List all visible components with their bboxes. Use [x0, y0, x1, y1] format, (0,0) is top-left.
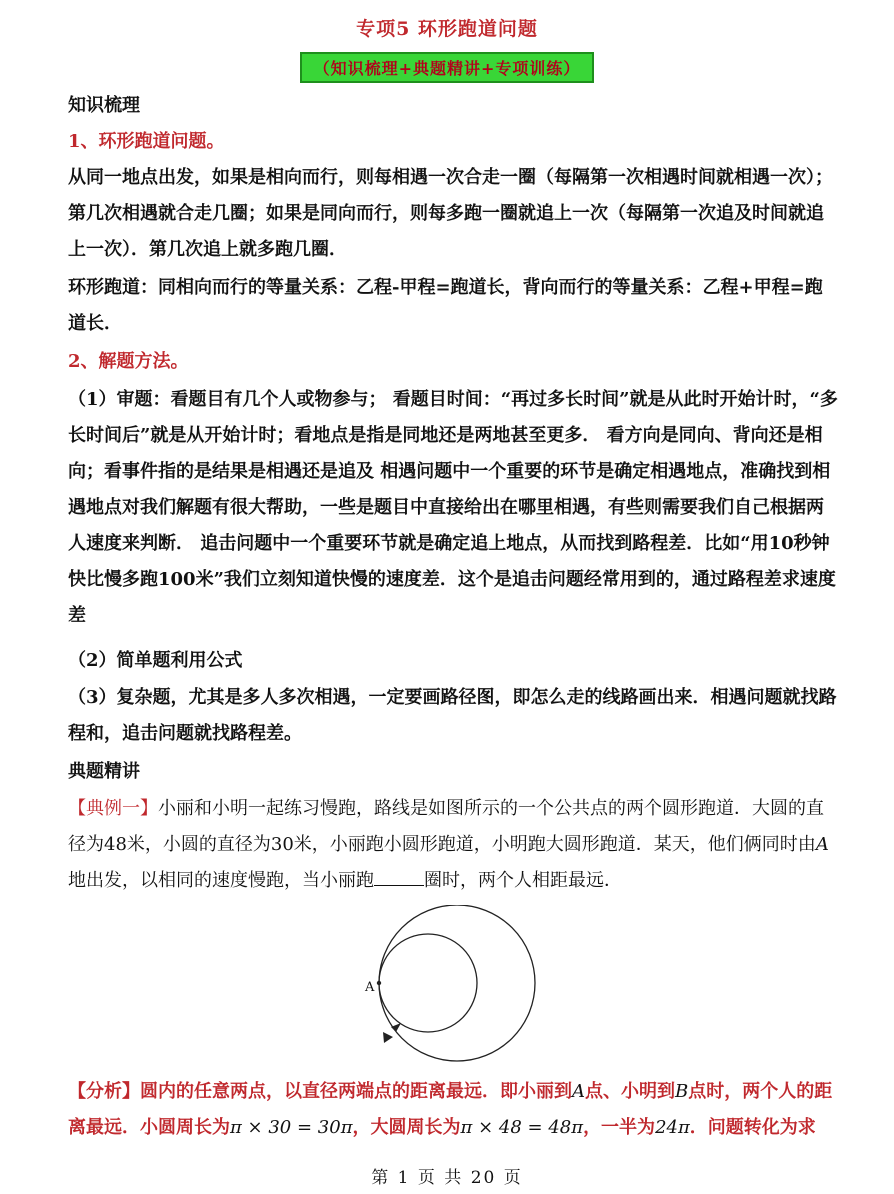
- document-title: 专项5 环形跑道问题: [356, 18, 538, 40]
- circular-tracks-figure: [360, 905, 540, 1065]
- analysis-point-b: B: [675, 1081, 689, 1102]
- large-circle-arrow-icon: [383, 1032, 393, 1043]
- example-text-c: 圈时，两个人相距最远．: [424, 870, 622, 891]
- example-text-b: 地出发，以相同的速度慢跑，当小丽跑: [68, 870, 374, 891]
- point1-text: 从同一地点出发，如果是相向而行，则每相遇一次合走一圈（每隔第一次相遇时间就相遇一次）；第几次相遇就合走几圈；如果是同向而行，则每多跑一圈就追上一次（每隔第一次追及时间就追上一次）．第几次追上就多跑几圈．: [68, 167, 833, 260]
- point-a-marker: [377, 981, 381, 985]
- analysis-tag: 【分析】: [68, 1081, 140, 1102]
- page-footer: 第 1 页 共 20 页: [371, 1168, 523, 1188]
- section-heading-examples: 典题精讲: [68, 761, 140, 782]
- subtitle-label: （知识梳理+典题精讲+专项训练）: [300, 52, 595, 83]
- analysis-math-2: π × 48 = 48π: [460, 1117, 584, 1138]
- example-tag: 【典例一】: [68, 798, 158, 819]
- large-circle-track: [379, 905, 535, 1061]
- analysis-math-3: 24π: [655, 1117, 690, 1138]
- example-one: [68, 791, 838, 899]
- method2-text: （2）简单题利用公式: [68, 650, 243, 671]
- analysis-text-e: ，一半为: [583, 1117, 656, 1138]
- point1-relation: 环形跑道：同相向而行的等量关系：乙程-甲程=跑道长，背向而行的等量关系：乙程+甲程=跑道长．: [68, 277, 823, 334]
- example-text-a: 小丽和小明一起练习慢跑，路线是如图所示的一个公共点的两个圆形跑道．大圆的直径为48米，小圆的直径为30米，小丽跑小圆形跑道，小明跑大圆形跑道．某天，他们俩同时由: [68, 798, 824, 855]
- example-point: A: [815, 834, 829, 855]
- analysis: [68, 1074, 838, 1146]
- analysis-text-c: 点时，两个人的距离最远．小圆周长为: [68, 1081, 833, 1138]
- point2-title: 2、解题方法。: [68, 351, 189, 372]
- method1-text: （1）审题：看题目有几个人或物参与； 看题目时间：“再过多长时间”就是从此时开始计时，“多长时间后”就是从开始计时；看地点是指是同地还是两地甚至更多． 看方向是同向、背向还是相向；看事件指的是结果是相遇还是追及 相遇问题中一个重要的环节是确定相遇地点，准确找到相遇地点对我们解题有很大帮助，一些是题目中直接给出在哪里相遇，有些则需要我们自己根据两人速度来判断． 追击问题中一个重要环节就是确定追上地点，从而找到路程差．比如“用10秒钟快比慢多跑100米”我们立刻知道快慢的速度差．这个是追击问题经常用到的，通过路程差求速度差: [68, 389, 838, 626]
- point1-title: 1、环形跑道问题。: [68, 131, 225, 152]
- analysis-text-f: ．问题转化为求: [689, 1117, 816, 1138]
- figure-label-a: A: [365, 980, 375, 995]
- analysis-text-d: ，大圆周长为: [352, 1117, 461, 1138]
- subtitle-banner: [0, 52, 894, 83]
- analysis-point-a: A: [572, 1081, 585, 1102]
- answer-blank: [374, 867, 424, 886]
- analysis-math-1: π × 30 = 30π: [230, 1117, 353, 1138]
- method3-text: （3）复杂题，尤其是多人多次相遇，一定要画路径图，即怎么走的线路画出来．相遇问题就找路程和，追击问题就找路程差。: [68, 687, 837, 744]
- analysis-text-a: 圆内的任意两点，以直径两端点的距离最远．即小丽到: [140, 1081, 572, 1102]
- small-circle-track: [379, 934, 477, 1032]
- analysis-text-b: 点、小明到: [585, 1081, 675, 1102]
- section-heading-knowledge: 知识梳理: [68, 95, 140, 116]
- small-circle-arrow-icon: [391, 1023, 401, 1032]
